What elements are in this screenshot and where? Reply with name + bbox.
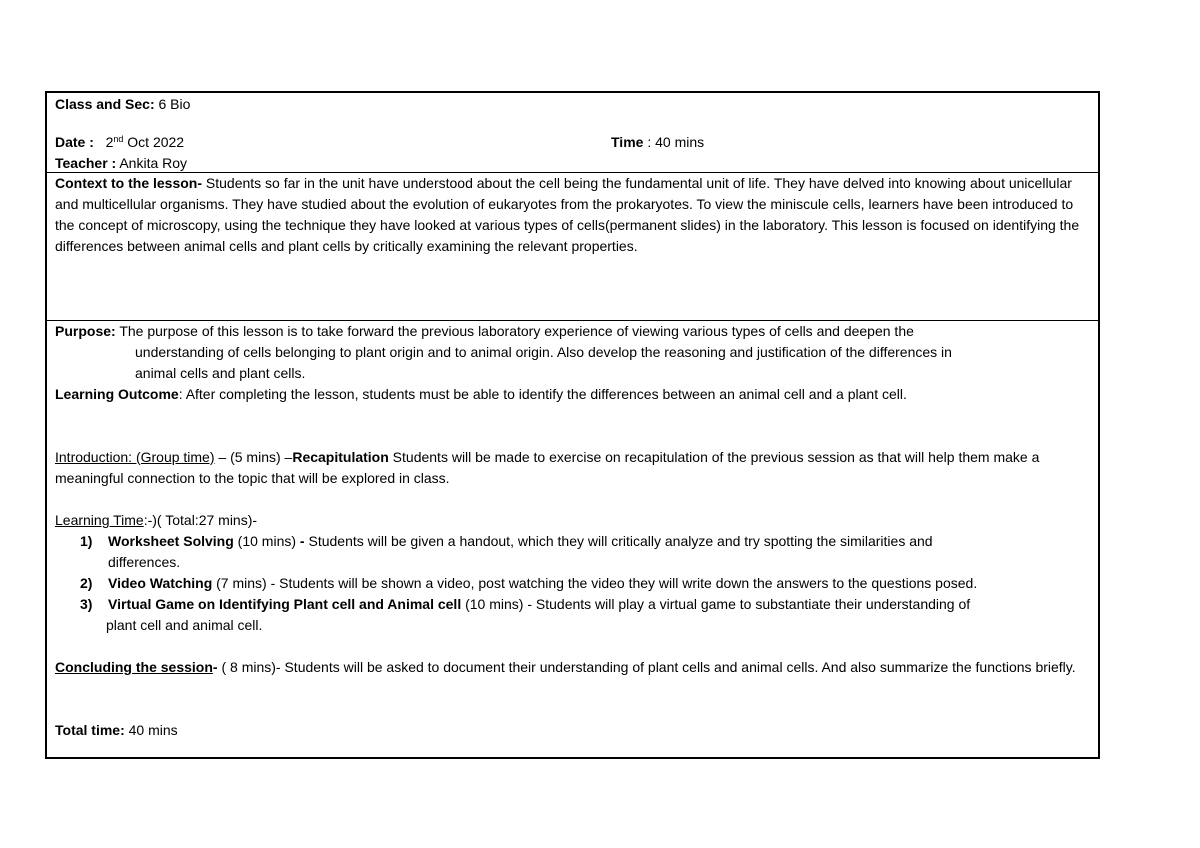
item-text: (10 mins) - Students will play a virtual game to substantiate their understanding of — [461, 596, 971, 612]
learning-outcome — [55, 384, 1090, 405]
introduction-text: Students will be made to exercise on recapitulation of the previous session as that will help them make a meaningful connection to the topic that will be explored in class. — [55, 449, 1040, 486]
introduction-paragraph — [55, 447, 1090, 489]
class-label: Class and Sec: — [55, 96, 155, 112]
context-text: Students so far in the unit have understood about the cell being the fundamental unit of life. They have delved into knowing about unicellular and multicellular organisms. They have studied about the evolution of eukaryotes from the prokaryotes. To view the miniscule cells, learners have been introduced to the concept of microscopy, using the technique they have looked at various types of cells(permanent slides) in the laboratory. This lesson is focused on identifying the differences between animal cells and plant cells by critically examining the relevant properties. — [55, 175, 1080, 254]
date-row — [55, 132, 184, 152]
item-text-line-2: plant cell and animal cell. — [106, 617, 263, 633]
item-number: 2) — [80, 575, 93, 591]
class-row — [55, 94, 190, 114]
item-number: 1) — [80, 533, 93, 549]
concluding-dash: - — [212, 659, 218, 675]
learning-time-text: :-)( Total:27 mins)- — [143, 512, 258, 528]
purpose-paragraph — [55, 321, 1090, 342]
list-item — [55, 531, 1090, 552]
context-paragraph — [55, 173, 1090, 257]
total-time — [55, 720, 1090, 741]
item-number: 3) — [80, 596, 93, 612]
teacher-label: Teacher : — [55, 155, 117, 171]
item-title: Worksheet Solving — [108, 533, 234, 549]
lesson-plan-table — [45, 91, 1100, 759]
lesson-body-section — [47, 321, 1098, 757]
item-text: Students will be given a handout, which they will critically analyze and try spotting the similarities and — [304, 533, 933, 549]
outcome-label: Learning Outcome — [55, 386, 179, 402]
teacher-value: Ankita Roy — [119, 155, 188, 171]
outcome-text: : After completing the lesson, students must be able to identify the differences between an animal cell and a plant cell. — [178, 386, 907, 402]
list-item — [55, 594, 1090, 615]
time-value: : 40 mins — [647, 134, 705, 150]
date-rest: Oct 2022 — [127, 134, 185, 150]
item-title: Video Watching — [108, 575, 213, 591]
purpose-label: Purpose: — [55, 323, 116, 339]
item-text-line-2: differences. — [108, 554, 181, 570]
teacher-row — [55, 153, 187, 173]
total-label: Total time: — [55, 722, 125, 738]
total-value: 40 mins — [124, 722, 178, 738]
introduction-mid: – (5 mins) – — [214, 449, 293, 465]
item-time: (10 mins) — [233, 533, 297, 549]
date-day: 2 — [105, 134, 114, 150]
context-label: Context to the lesson- — [55, 175, 203, 191]
concluding-paragraph — [55, 657, 1090, 678]
purpose-line-3: animal cells and plant cells. — [135, 365, 306, 381]
date-label: Date : — [55, 134, 94, 150]
learning-time-label: Learning Time — [55, 512, 144, 528]
introduction-bold: Recapitulation — [292, 449, 389, 465]
time-row — [611, 132, 704, 152]
purpose-line-1: The purpose of this lesson is to take forward the previous laboratory experience of viewing various types of cells and deepen the — [119, 323, 914, 339]
item-dash: - — [296, 533, 305, 549]
item-text: (7 mins) - Students will be shown a video, post watching the video they will write down the answers to the questions posed. — [212, 575, 978, 591]
concluding-text: ( 8 mins)- Students will be asked to document their understanding of plant cells and animal cells. And also summarize the functions briefly. — [217, 659, 1076, 675]
time-label: Time — [611, 134, 644, 150]
class-value: 6 Bio — [158, 96, 191, 112]
learning-time-heading — [55, 510, 1090, 531]
introduction-label: Introduction: (Group time) — [55, 449, 215, 465]
concluding-label: Concluding the session — [55, 659, 213, 675]
context-section — [47, 173, 1098, 321]
purpose-line-2: understanding of cells belonging to plant origin and to animal origin. Also develop the reasoning and justification of the differences in — [135, 344, 952, 360]
date-suffix: nd — [113, 134, 124, 144]
list-item — [55, 573, 1090, 594]
item-title: Virtual Game on Identifying Plant cell and Animal cell — [108, 596, 462, 612]
header-section — [47, 93, 1098, 173]
